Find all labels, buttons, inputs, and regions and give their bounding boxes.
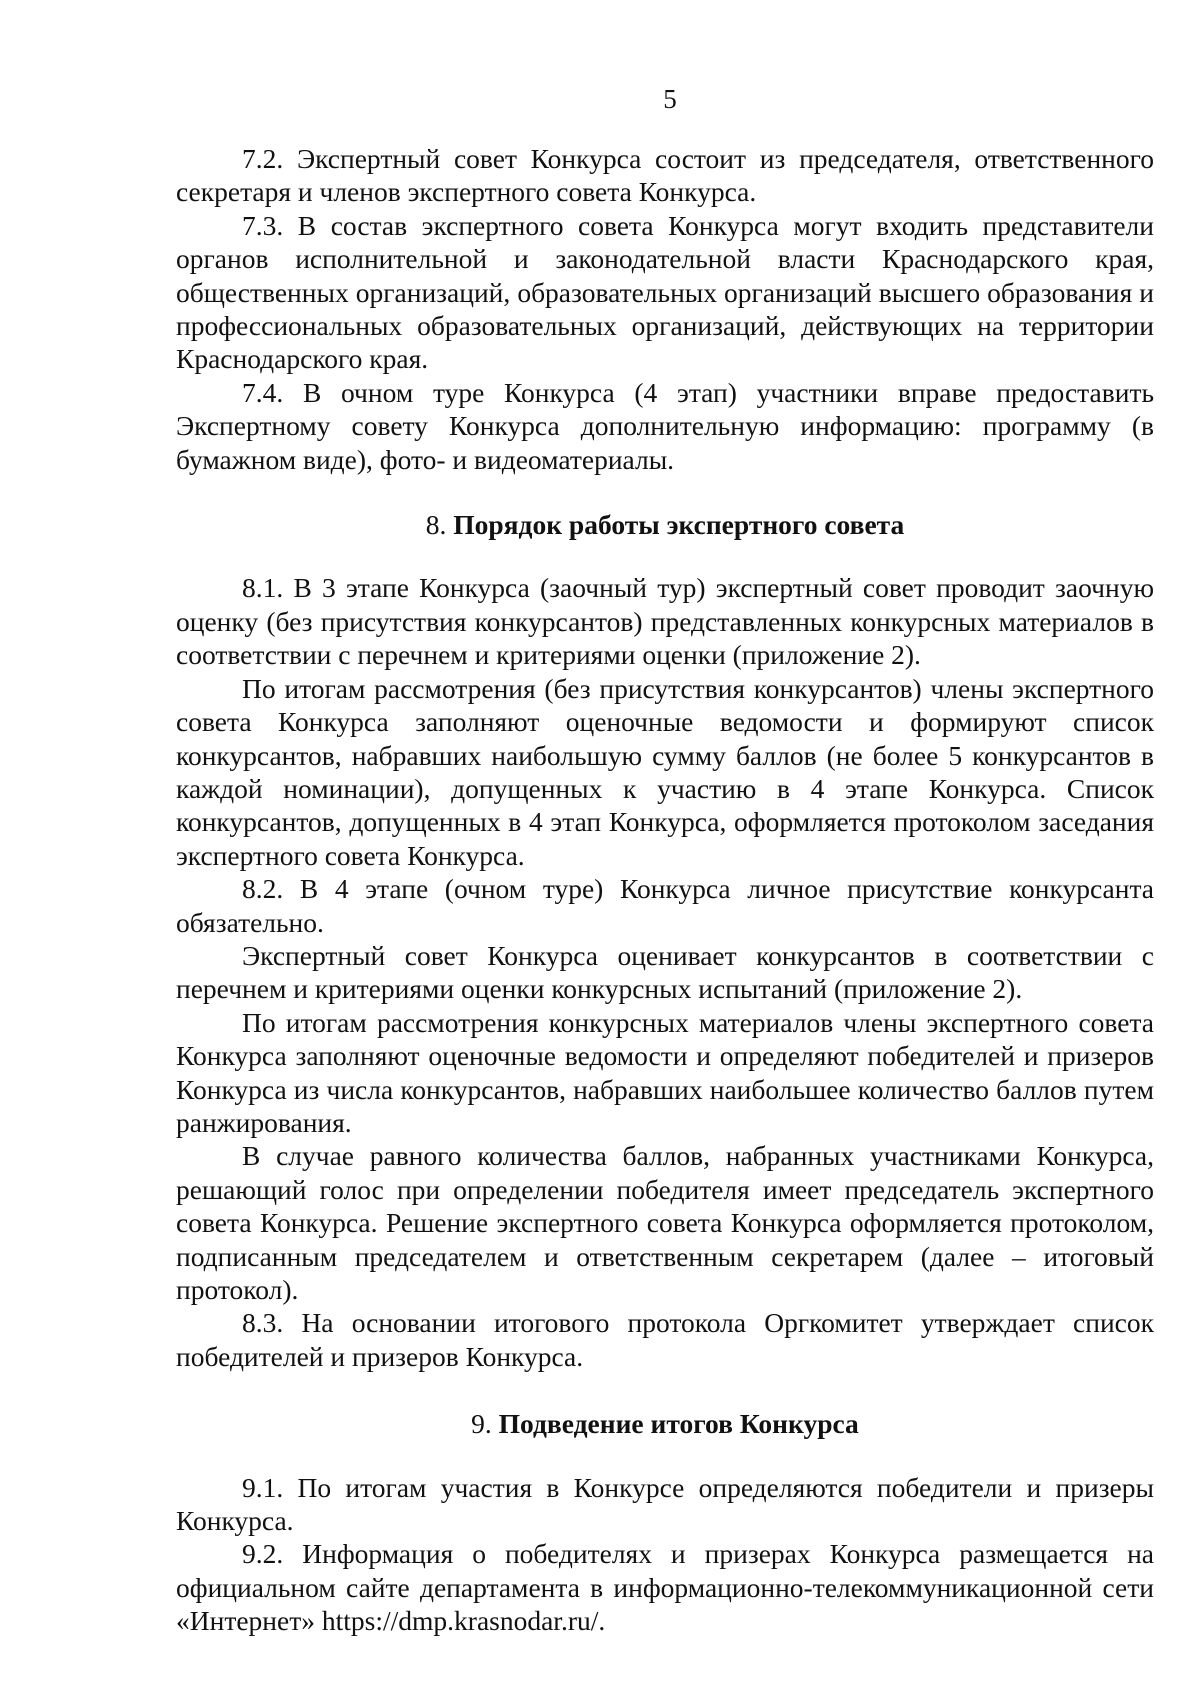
paragraph-7-4: 7.4. В очном туре Конкурса (4 этап) участники вправе предоставить Экспертному совету Конкурса дополнительную информацию: программу (в бумажном виде), фото- и видеоматериалы. xyxy=(176,376,1154,475)
paragraph-8-2-results: По итогам рассмотрения конкурсных материалов члены экспертного совета Конкурса заполняют оценочные ведомости и определяют победителей и призеров Конкурса из числа конкурсантов, набравших наибольшее количество баллов путем ранжирования. xyxy=(176,1006,1154,1138)
paragraph-8-2-tie: В случае равного количества баллов, набранных участниками Конкурса, решающий голос при определении победителя имеет председатель экспертного совета Конкурса. Решение экспертного совета Конкурса оформляется протоколом, подписанным председателем и ответственным секретарем (далее – итоговый протокол). xyxy=(176,1140,1154,1305)
section-9-number: 9. xyxy=(471,1408,492,1440)
paragraph-7-3: 7.3. В состав экспертного совета Конкурса могут входить представители органов исполнительной и законодательной власти Краснодарского края, общественных организаций, образовательных организаций высшего образования и профессиональных образовательных организаций, действующих на территории Краснодарского края. xyxy=(176,209,1154,375)
paragraph-9-2: 9.2. Информация о победителях и призерах Конкурса размещается на официальном сайте департамента в информационно-телекоммуникационной сети «Интернет» https://dmp.krasnodar.ru/. xyxy=(176,1538,1154,1637)
section-8-number: 8. xyxy=(425,509,447,541)
paragraph-7-2: 7.2. Экспертный совет Конкурса состоит из председателя, ответственного секретаря и членов экспертного совета Конкурса. xyxy=(176,143,1154,208)
paragraph-8-3: 8.3. На основании итогового протокола Оргкомитет утверждает список победителей и призеров Конкурса. xyxy=(176,1307,1154,1372)
paragraph-8-2-evaluation: Экспертный совет Конкурса оценивает конкурсантов в соответствии с перечнем и критериями оценки конкурсных испытаний (приложение 2). xyxy=(176,939,1154,1005)
section-9-title: Подведение итогов Конкурса xyxy=(498,1408,859,1440)
paragraph-8-2: 8.2. В 4 этапе (очном туре) Конкурса личное присутствие конкурсанта обязательно. xyxy=(176,873,1154,938)
section-9-heading xyxy=(176,1407,1154,1440)
page-number: 5 xyxy=(663,84,677,114)
document-body xyxy=(176,142,1154,1638)
paragraph-9-1: 9.1. По итогам участия в Конкурсе определяются победители и призеры Конкурса. xyxy=(176,1471,1154,1537)
paragraph-8-1: 8.1. В 3 этапе Конкурса (заочный тур) экспертный совет проводит заочную оценку (без присутствия конкурсантов) представленных конкурсных материалов в соответствии с перечнем и критериями оценки (приложение 2). xyxy=(176,572,1154,671)
section-8-heading xyxy=(176,508,1154,541)
section-8-title: Порядок работы экспертного совета xyxy=(453,509,905,541)
paragraph-8-1-results: По итогам рассмотрения (без присутствия конкурсантов) члены экспертного совета Конкурса заполняют оценочные ведомости и формируют список конкурсантов, набравших наибольшую сумму баллов (не более 5 конкурсантов в каждой номинации), допущенных к участию в 4 этапе Конкурса. Список конкурсантов, допущенных в 4 этап Конкурса, оформляется протоколом заседания экспертного совета Конкурса. xyxy=(176,672,1154,871)
